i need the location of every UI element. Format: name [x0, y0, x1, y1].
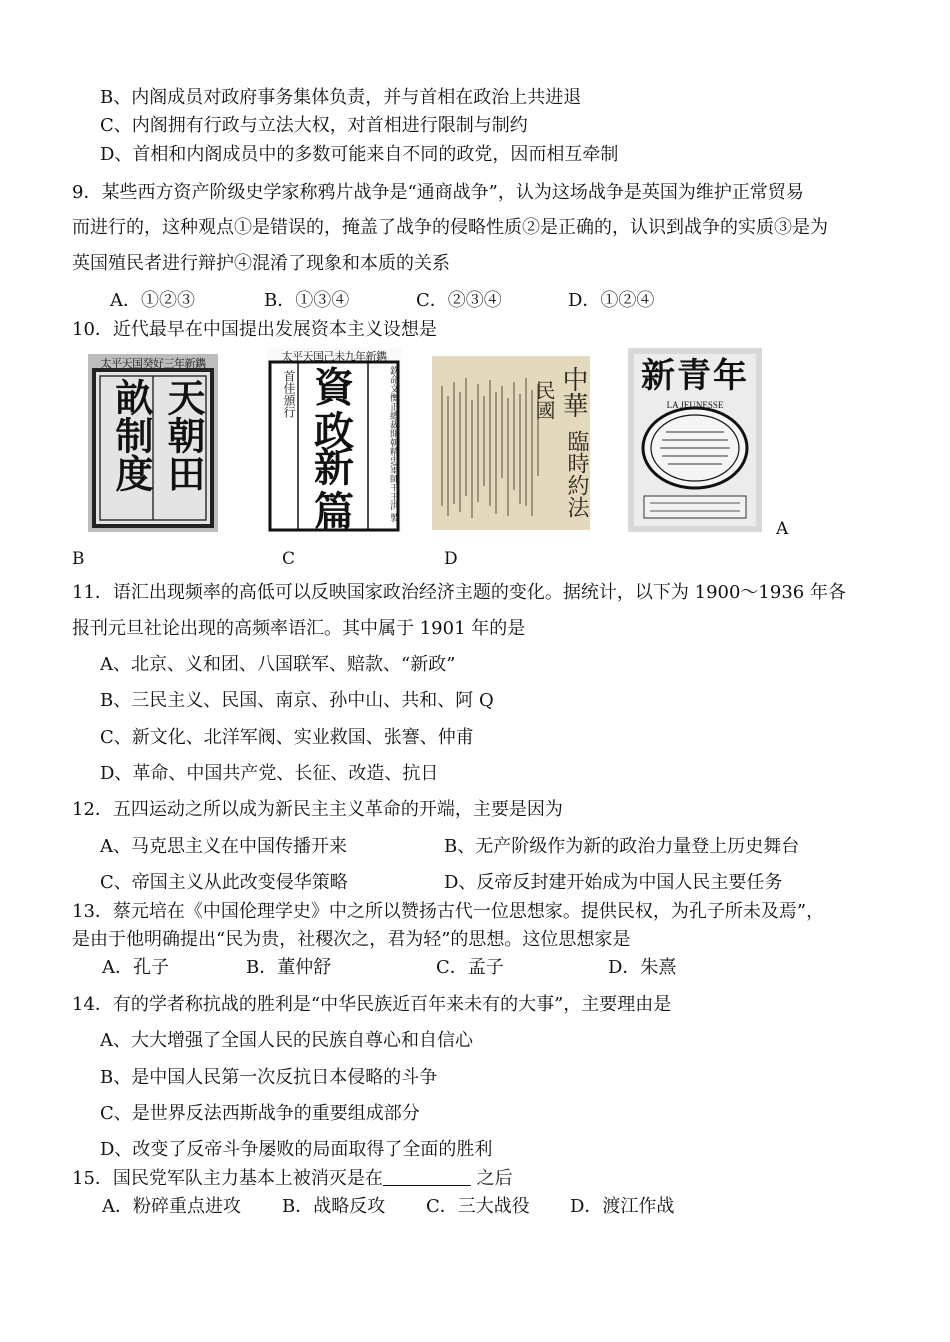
q11-option-d: D、革命、中国共产党、长征、改造、抗日	[100, 763, 439, 784]
q15-option-d: D．渡江作战	[570, 1196, 675, 1217]
q14-stem: 14．有的学者称抗战的胜利是“中华民族近百年来未有的大事”，主要理由是	[72, 994, 672, 1015]
zizheng-title-bottom: 新篇	[314, 444, 354, 532]
q9-option-b: B．①③④	[264, 290, 350, 311]
tianchao-tianmu-zhidu-image	[88, 354, 218, 532]
q15-stem-suffix: 之后	[470, 1168, 513, 1189]
linshi-yuefa-image	[432, 356, 590, 530]
q11-stem-line2: 报刊元旦社论出现的高频率语汇。其中属于 1901 年的是	[72, 618, 526, 639]
q13-option-d: D．朱熹	[608, 957, 677, 978]
xin-qingnian-title: 新青年	[641, 356, 749, 396]
q10-image-label-b: B	[72, 549, 85, 569]
q8-option-d: D、首相和内阁成员中的多数可能来自不同的政党，因而相互牵制	[100, 144, 619, 165]
q12-option-a: A、马克思主义在中国传播开来	[100, 836, 347, 857]
q8-option-c: C、内阁拥有行政与立法大权，对首相进行限制与制约	[100, 115, 528, 136]
q13-stem-line1: 13．蔡元培在《中国伦理学史》中之所以赞扬古代一位思想家。提供民权，为孔子所未及焉”，	[72, 901, 825, 922]
q15-answer-blank	[383, 1167, 471, 1186]
q9-stem-line1: 9．某些西方资产阶级史学家称鸦片战争是“通商战争”，认为这场战争是英国为维护正常贸易	[72, 182, 804, 203]
q9-option-a: A．①②③	[110, 290, 195, 311]
tianchao-title-col1: 天朝田	[161, 378, 206, 492]
q14-option-b: B、是中国人民第一次反抗日本侵略的斗争	[100, 1067, 438, 1088]
q11-option-b: B、三民主义、民国、南京、孙中山、共和、阿 Q	[100, 690, 494, 711]
q10-image-label-c: C	[282, 549, 296, 569]
q8-option-b: B、内阁成员对政府事务集体负责，并与首相在政治上共进退	[100, 87, 582, 108]
zizheng-title-top: 資政	[314, 364, 354, 455]
linshi-yuefa-title-zhonghua: 中華	[558, 366, 588, 418]
q10-stem: 10．近代最早在中国提出发展资本主义设想是	[72, 319, 437, 340]
zizheng-left-caption: 首佳頒行	[282, 370, 296, 418]
linshi-yuefa-title-minguo: 民國	[532, 380, 556, 420]
q13-stem-line2: 是由于他明确提出“民为贵，社稷次之，君为轻”的思想。这位思想家是	[72, 929, 631, 950]
q10-image-label-a: A	[776, 519, 789, 539]
q15-stem-prefix: 15．国民党军队主力基本上被消灭是在	[72, 1168, 383, 1189]
q12-option-b: B、无产阶级作为新的政治力量登上历史舞台	[444, 836, 800, 857]
q11-stem-line1: 11．语汇出现频率的高低可以反映国家政治经济主题的变化。据统计，以下为 1900～1936 年各	[72, 582, 846, 603]
q11-option-a: A、北京、义和团、八国联军、赔款、“新政”	[100, 654, 456, 675]
q15-option-b: B．战略反攻	[282, 1196, 386, 1217]
q13-option-b: B．董仲舒	[246, 957, 332, 978]
xin-qingnian-image	[628, 348, 762, 532]
linshi-yuefa-title-yuefa: 臨時約法	[564, 430, 589, 518]
q14-option-d: D、改变了反帝斗争屡败的局面取得了全面的胜利	[100, 1139, 493, 1160]
q15-option-c: C．三大战役	[426, 1196, 530, 1217]
q10-image-label-d: D	[444, 549, 458, 569]
q9-option-c: C．②③④	[416, 290, 502, 311]
q9-option-d: D．①②④	[568, 290, 655, 311]
q15-option-a: A．粉碎重点进攻	[102, 1196, 241, 1217]
tianchao-title-col2: 畝制度	[109, 378, 154, 492]
zizheng-top-caption: 太平天国己未九年新鐫	[281, 350, 387, 363]
q15-stem	[72, 1167, 513, 1191]
xin-qingnian-subtitle: LA JEUNESSE	[666, 400, 724, 410]
q9-stem-line2: 而进行的，这种观点①是错误的，掩盖了战争的侵略性质②是正确的，认识到战争的实质③是为	[72, 217, 828, 238]
q12-option-d: D、反帝反封建开始成为中国人民主要任务	[444, 872, 783, 893]
q14-option-a: A、大大增强了全国人民的民族自尊心和自信心	[100, 1030, 473, 1051]
q12-stem: 12．五四运动之所以成为新民主主义革命的开端，主要是因为	[72, 799, 563, 820]
q14-option-c: C、是世界反法西斯战争的重要组成部分	[100, 1103, 420, 1124]
q13-option-c: C．孟子	[436, 957, 504, 978]
q13-option-a: A．孔子	[102, 957, 169, 978]
zizheng-right-caption: 欽命文衡正總裁開朝精忠軍師干王洪 製	[388, 366, 398, 522]
q12-option-c: C、帝国主义从此改变侵华策略	[100, 872, 348, 893]
tianchao-top-caption: 太平天国癸好三年新鐫	[100, 357, 206, 370]
q11-option-c: C、新文化、北洋军阀、实业救国、张謇、仲甫	[100, 727, 474, 748]
q9-stem-line3: 英国殖民者进行辩护④混淆了现象和本质的关系	[72, 253, 450, 274]
zizheng-xinpian-image	[266, 348, 402, 532]
